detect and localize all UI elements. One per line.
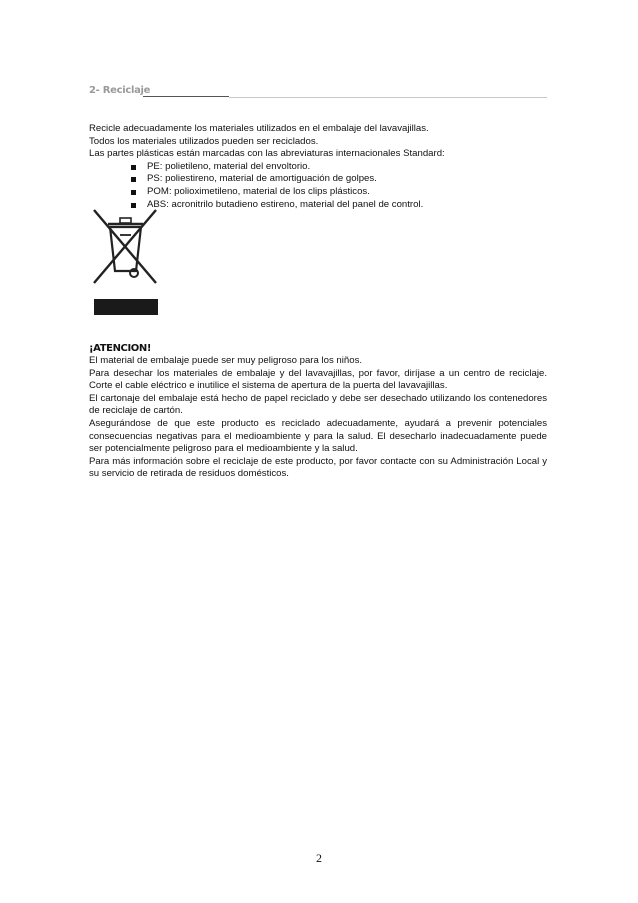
warning-paragraph: El cartonaje del embalaje está hecho de papel reciclado y debe ser desechado utilizando los contenedores de reciclaje de cartón.: [89, 392, 547, 417]
warning-paragraph: Asegurándose de que este producto es reciclado adecuadamente, ayudará a prevenir potenciales consecuencias negativas para el medioambiente y para la salud. El desecharlo inadecuadamente puede ser potencialmente peligroso para el medioambiente y la salud.: [89, 417, 547, 455]
warning-paragraph: El material de embalaje puede ser muy peligroso para los niños.: [89, 355, 363, 366]
warning-paragraph: Para más información sobre el reciclaje de este producto, por favor contacte con su Administración Local y su servicio de retirada de residuos domésticos.: [89, 455, 547, 480]
crossed-out-wheelie-bin-icon: [90, 205, 160, 320]
warning-title: ¡ATENCION!: [89, 343, 152, 354]
list-item-text: PE: polietileno, material del envoltorio.: [147, 160, 311, 172]
bullet-square-icon: [131, 190, 136, 195]
intro-line: Recicle adecuadamente los materiales utilizados en el embalaje del lavavajillas.: [89, 123, 429, 134]
list-item: [89, 173, 559, 186]
list-item: [89, 186, 559, 199]
intro-text: [89, 123, 559, 211]
list-item-text: ABS: acronitrilo butadieno estireno, material del panel de control.: [147, 198, 424, 210]
section-header: [89, 85, 547, 99]
materials-list: [89, 161, 559, 211]
warning-paragraph: Para desechar los materiales de embalaje y del lavavajillas, por favor, diríjase a un centro de reciclaje. Corte el cable eléctrico e inutilice el sistema de apertura de la puerta del lavavajillas.: [89, 367, 547, 392]
intro-line: Las partes plásticas están marcadas con las abreviaturas internacionales Standard:: [89, 148, 445, 160]
intro-line: Todos los materiales utilizados pueden ser reciclados.: [89, 135, 319, 147]
bullet-square-icon: [131, 165, 136, 170]
header-rule-dark: [143, 96, 229, 97]
header-rule-light: [229, 97, 547, 98]
warning-section: [89, 343, 547, 481]
page-number: 2: [316, 851, 322, 865]
list-item: [89, 161, 559, 174]
list-item-text: PS: poliestireno, material de amortiguación de golpes.: [147, 173, 377, 185]
bullet-square-icon: [131, 177, 136, 182]
section-title: 2- Reciclaje: [89, 85, 151, 96]
list-item-text: POM: polioximetileno, material de los clips plásticos.: [147, 185, 370, 197]
